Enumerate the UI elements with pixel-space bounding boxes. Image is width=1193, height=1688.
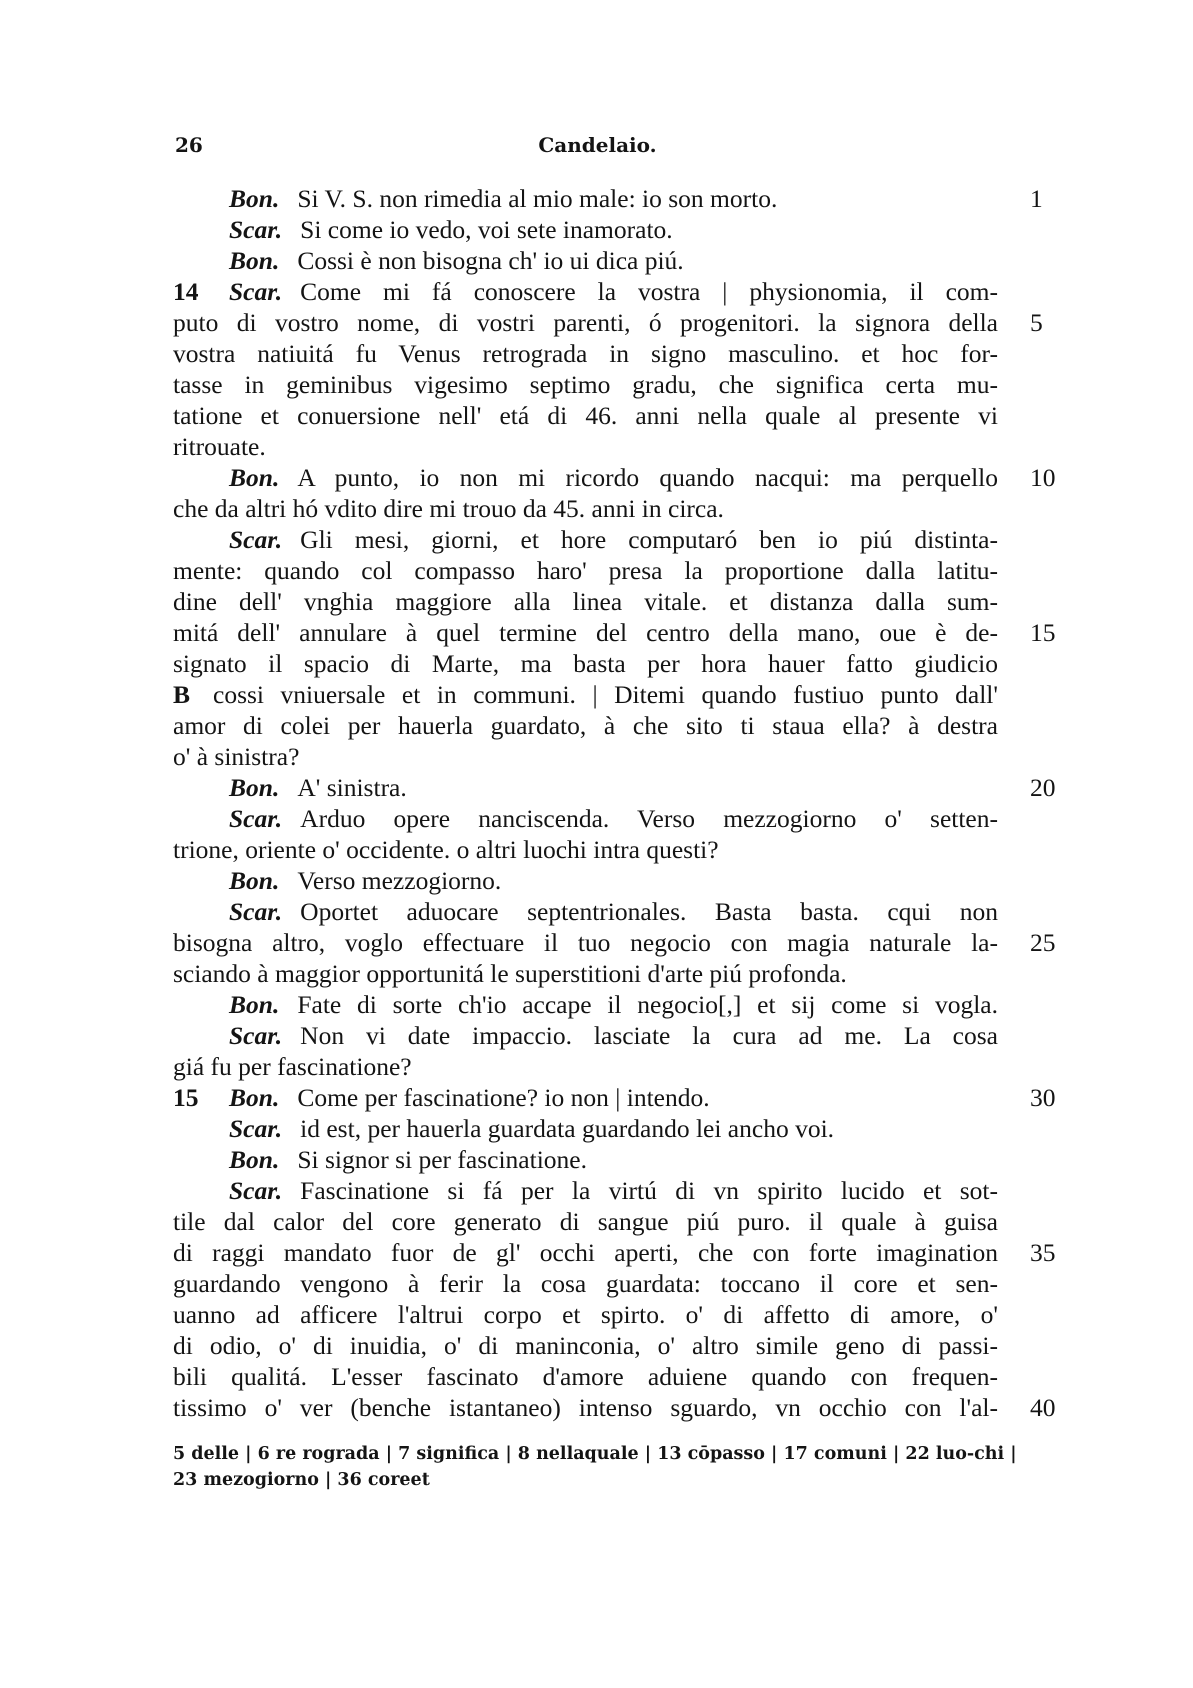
line-text: tasse in geminibus vigesimo septimo gradu, che significa certa mu- [173,370,998,399]
text-line [173,710,998,741]
text-line [173,307,1043,338]
speaker-name: Scar. [229,525,283,554]
line-text: Fate di sorte ch'io accape il negocio[,] et sij come si vogla. [297,990,998,1019]
running-title: Candelaio. [538,133,657,157]
line-number: 5 [1030,308,1043,337]
text-line [173,989,998,1020]
line-text: Si V. S. non rimedia al mio male: io son morto. [297,184,778,213]
text-line [173,772,1056,803]
text-line [173,803,998,834]
text-line [173,369,998,400]
text-line [173,617,1056,648]
text-line [173,896,998,927]
text-line [173,462,1056,493]
line-text: che da altri hó vdito dire mi trouo da 45. anni in circa. [173,494,724,523]
line-text: uanno ad afficere l'altrui corpo et spirto. o' di affetto di amore, o' [173,1300,998,1329]
speaker-name: Bon. [229,246,280,275]
line-text: bisogna altro, voglo effectuare il tuo negocio con magia naturale la- [173,928,998,957]
text-line [173,1237,1056,1268]
line-text: Oportet aduocare septentrionales. Basta basta. cqui non [300,897,998,926]
main-text [173,183,1056,1423]
line-text: guardando vengono à ferir la cosa guardata: toccano il core et sen- [173,1269,998,1298]
line-text: Fascinatione si fá per la virtú di vn spirito lucido et sot- [300,1176,998,1205]
text-line [173,741,998,772]
line-text: Non vi date impaccio. lasciate la cura ad me. La cosa [300,1021,998,1050]
line-text: trione, oriente o' occidente. o altri luochi intra questi? [173,835,719,864]
line-text: o' à sinistra? [173,742,300,771]
text-line [173,524,998,555]
text-line [173,1144,998,1175]
footnotes [173,1441,1018,1493]
text-line [173,1020,998,1051]
footnote-line: 5 delle | 6 re rograda | 7 significa | 8 nellaquale | 13 cōpasso | 17 comuni | 22 luo-chi | [173,1444,1017,1464]
text-line [173,1051,998,1082]
text-line [173,1299,998,1330]
text-line [173,865,998,896]
text-line [173,1113,998,1144]
line-text: bili qualitá. L'esser fascinato d'amore aduiene quando con frequen- [173,1362,998,1391]
text-line [173,1330,998,1361]
speaker-name: Scar. [229,1114,283,1143]
line-text: Si signor si per fascinatione. [297,1145,587,1174]
section-marker: 14 [173,277,199,306]
line-text: Cossi è non bisogna ch' io ui dica piú. [297,246,684,275]
speaker-name: Scar. [229,804,283,833]
text-line [173,958,998,989]
text-line [173,1268,998,1299]
speaker-name: Bon. [229,773,280,802]
text-line [173,648,998,679]
line-text: dine dell' vnghia maggiore alla linea vitale. et distanza dalla sum- [173,587,998,616]
text-line [173,276,998,307]
speaker-name: Bon. [229,1145,280,1174]
speaker-name: Bon. [229,1083,280,1112]
line-text: Verso mezzogiorno. [297,866,502,895]
text-line [173,927,1056,958]
text-line [173,245,998,276]
speaker-name: Bon. [229,990,280,1019]
line-text: giá fu per fascinatione? [173,1052,412,1081]
line-number: 10 [1030,463,1056,492]
line-text: Arduo opere nanciscenda. Verso mezzogiorno o' setten- [300,804,998,833]
line-text: cossi vniuersale et in communi. | Ditemi quando fustiuo punto dall' [213,680,998,709]
text-line [173,183,1043,214]
line-text: A punto, io non mi ricordo quando nacqui: ma perquello [297,463,998,492]
line-text: tile dal calor del core generato di sangue piú puro. il quale à guisa [173,1207,998,1236]
line-text: amor di colei per hauerla guardato, à che sito ti staua ella? à destra [173,711,998,740]
text-line [173,1392,1056,1423]
line-text: signato il spacio di Marte, ma basta per hora hauer fatto giudicio [173,649,998,678]
line-text: ritrouate. [173,432,266,461]
line-number: 35 [1030,1238,1056,1267]
line-text: tissimo o' ver (benche istantaneo) intenso sguardo, vn occhio con l'al- [173,1393,998,1422]
text-line [173,1175,998,1206]
line-number: 30 [1030,1083,1056,1112]
line-text: id est, per hauerla guardata guardando lei ancho voi. [300,1114,835,1143]
line-text: di odio, o' di inuidia, o' di maninconia, o' altro simile geno di passi- [173,1331,998,1360]
text-line [173,1206,998,1237]
page-number: 26 [175,133,203,157]
line-number: 40 [1030,1393,1056,1422]
line-text: Gli mesi, giorni, et hore computaró ben io piú distinta- [300,525,998,554]
line-number: 1 [1030,184,1043,213]
line-text: A' sinistra. [297,773,407,802]
text-line [173,431,998,462]
text-line [173,338,998,369]
speaker-name: Bon. [229,866,280,895]
text-line [173,400,998,431]
line-text: mente: quando col compasso haro' presa la proportione dalla latitu- [173,556,998,585]
text-line [173,1361,998,1392]
line-number: 25 [1030,928,1056,957]
line-text: mitá dell' annulare à quel termine del centro della mano, oue è de- [173,618,998,647]
speaker-name: Scar. [229,1176,283,1205]
line-number: 15 [1030,618,1056,647]
line-text: di raggi mandato fuor de gl' occhi aperti, che con forte imagination [173,1238,998,1267]
speaker-name: Scar. [229,897,283,926]
speaker-name: Bon. [229,184,280,213]
text-line [173,679,998,710]
text-line [173,555,998,586]
line-text: vostra natiuitá fu Venus retrograda in signo masculino. et hoc for- [173,339,998,368]
page-header [175,133,1020,167]
line-number: 20 [1030,773,1056,802]
text-line [173,1082,1056,1113]
section-marker: B [173,680,191,709]
line-text: Si come io vedo, voi sete inamorato. [300,215,673,244]
line-text: Come per fascinatione? io non | intendo. [297,1083,710,1112]
speaker-name: Scar. [229,215,283,244]
line-text: Come mi fá conoscere la vostra | physionomia, il com- [300,277,998,306]
text-line [173,214,998,245]
section-marker: 15 [173,1083,199,1112]
line-text: tatione et conuersione nell' etá di 46. anni nella quale al presente vi [173,401,998,430]
speaker-name: Bon. [229,463,280,492]
line-text: puto di vostro nome, di vostri parenti, ó progenitori. la signora della [173,308,998,337]
line-text: sciando à maggior opportunitá le superstitioni d'arte piú profonda. [173,959,847,988]
text-line [173,834,998,865]
footnote-line: 23 mezogiorno | 36 coreet [173,1470,430,1490]
speaker-name: Scar. [229,277,283,306]
text-line [173,493,998,524]
text-line [173,586,998,617]
speaker-name: Scar. [229,1021,283,1050]
